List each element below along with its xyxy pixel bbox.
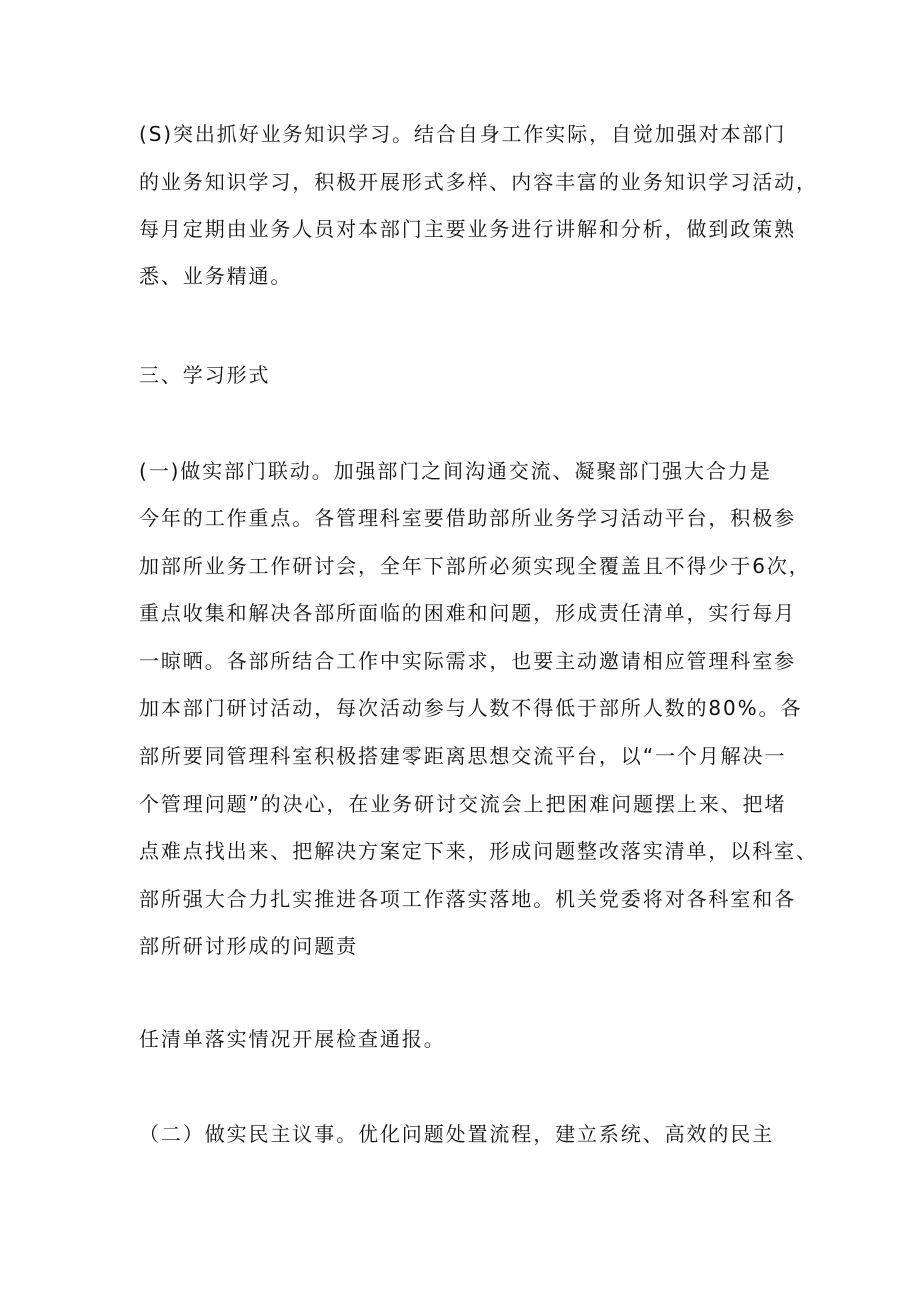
paragraph-line-linkage-9: 点难点找出来、把解决方案定下来，形成问题整改落实清单，以科室、 [139,839,818,863]
paragraph-line-linkage-4: 重点收集和解决各部所面临的困难和问题，形成责任清单，实行每月 [139,601,796,625]
paragraph-line-democracy-1: （二）做实民主议事。优化问题处置流程，建立系统、高效的民主 [139,1122,775,1146]
paragraph-line-study-3: 每月定期由业务人员对本部门主要业务进行讲解和分析，做到政策熟 [139,217,796,241]
paragraph-line-linkage-1: (一)做实部门联动。加强部门之间沟通交流、凝聚部门强大合力是 [139,459,772,483]
paragraph-line-linkage-2: 今年的工作重点。各管理科室要借助部所业务学习活动平台，积极参 [139,506,796,530]
paragraph-line-linkage-8: 个管理问题”的决心，在业务研讨交流会上把困难问题摆上来、把堵 [139,792,787,816]
paragraph-line-linkage-10: 部所强大合力扎实推进各项工作落实落地。机关党委将对各科室和各 [139,887,796,911]
paragraph-line-linkage-3: 加部所业务工作研讨会，全年下部所必须实现全覆盖且不得少于6次， [139,554,811,578]
paragraph-line-linkage-5: 一晾晒。各部所结合工作中实际需求，也要主动邀请相应管理科室参 [139,649,796,673]
paragraph-line-linkage-7: 部所要同管理科室积极搭建零距离思想交流平台，以“一个月解决一 [139,744,787,768]
paragraph-line-study-1: (S)突出抓好业务知识学习。结合自身工作实际，自觉加强对本部门 [139,122,787,146]
paragraph-line-linkage-11: 部所研讨形成的问题责 [139,934,358,958]
paragraph-line-continuation: 任清单落实情况开展检查通报。 [139,1027,446,1051]
paragraph-line-study-4: 悉、业务精通。 [139,264,293,288]
paragraph-line-linkage-6: 加本部门研讨活动，每次活动参与人数不得低于部所人数的80%。各 [139,696,803,720]
section-heading: 三、学习形式 [139,363,271,387]
paragraph-line-study-2: 的业务知识学习，积极开展形式多样、内容丰富的业务知识学习活动， [139,170,818,194]
